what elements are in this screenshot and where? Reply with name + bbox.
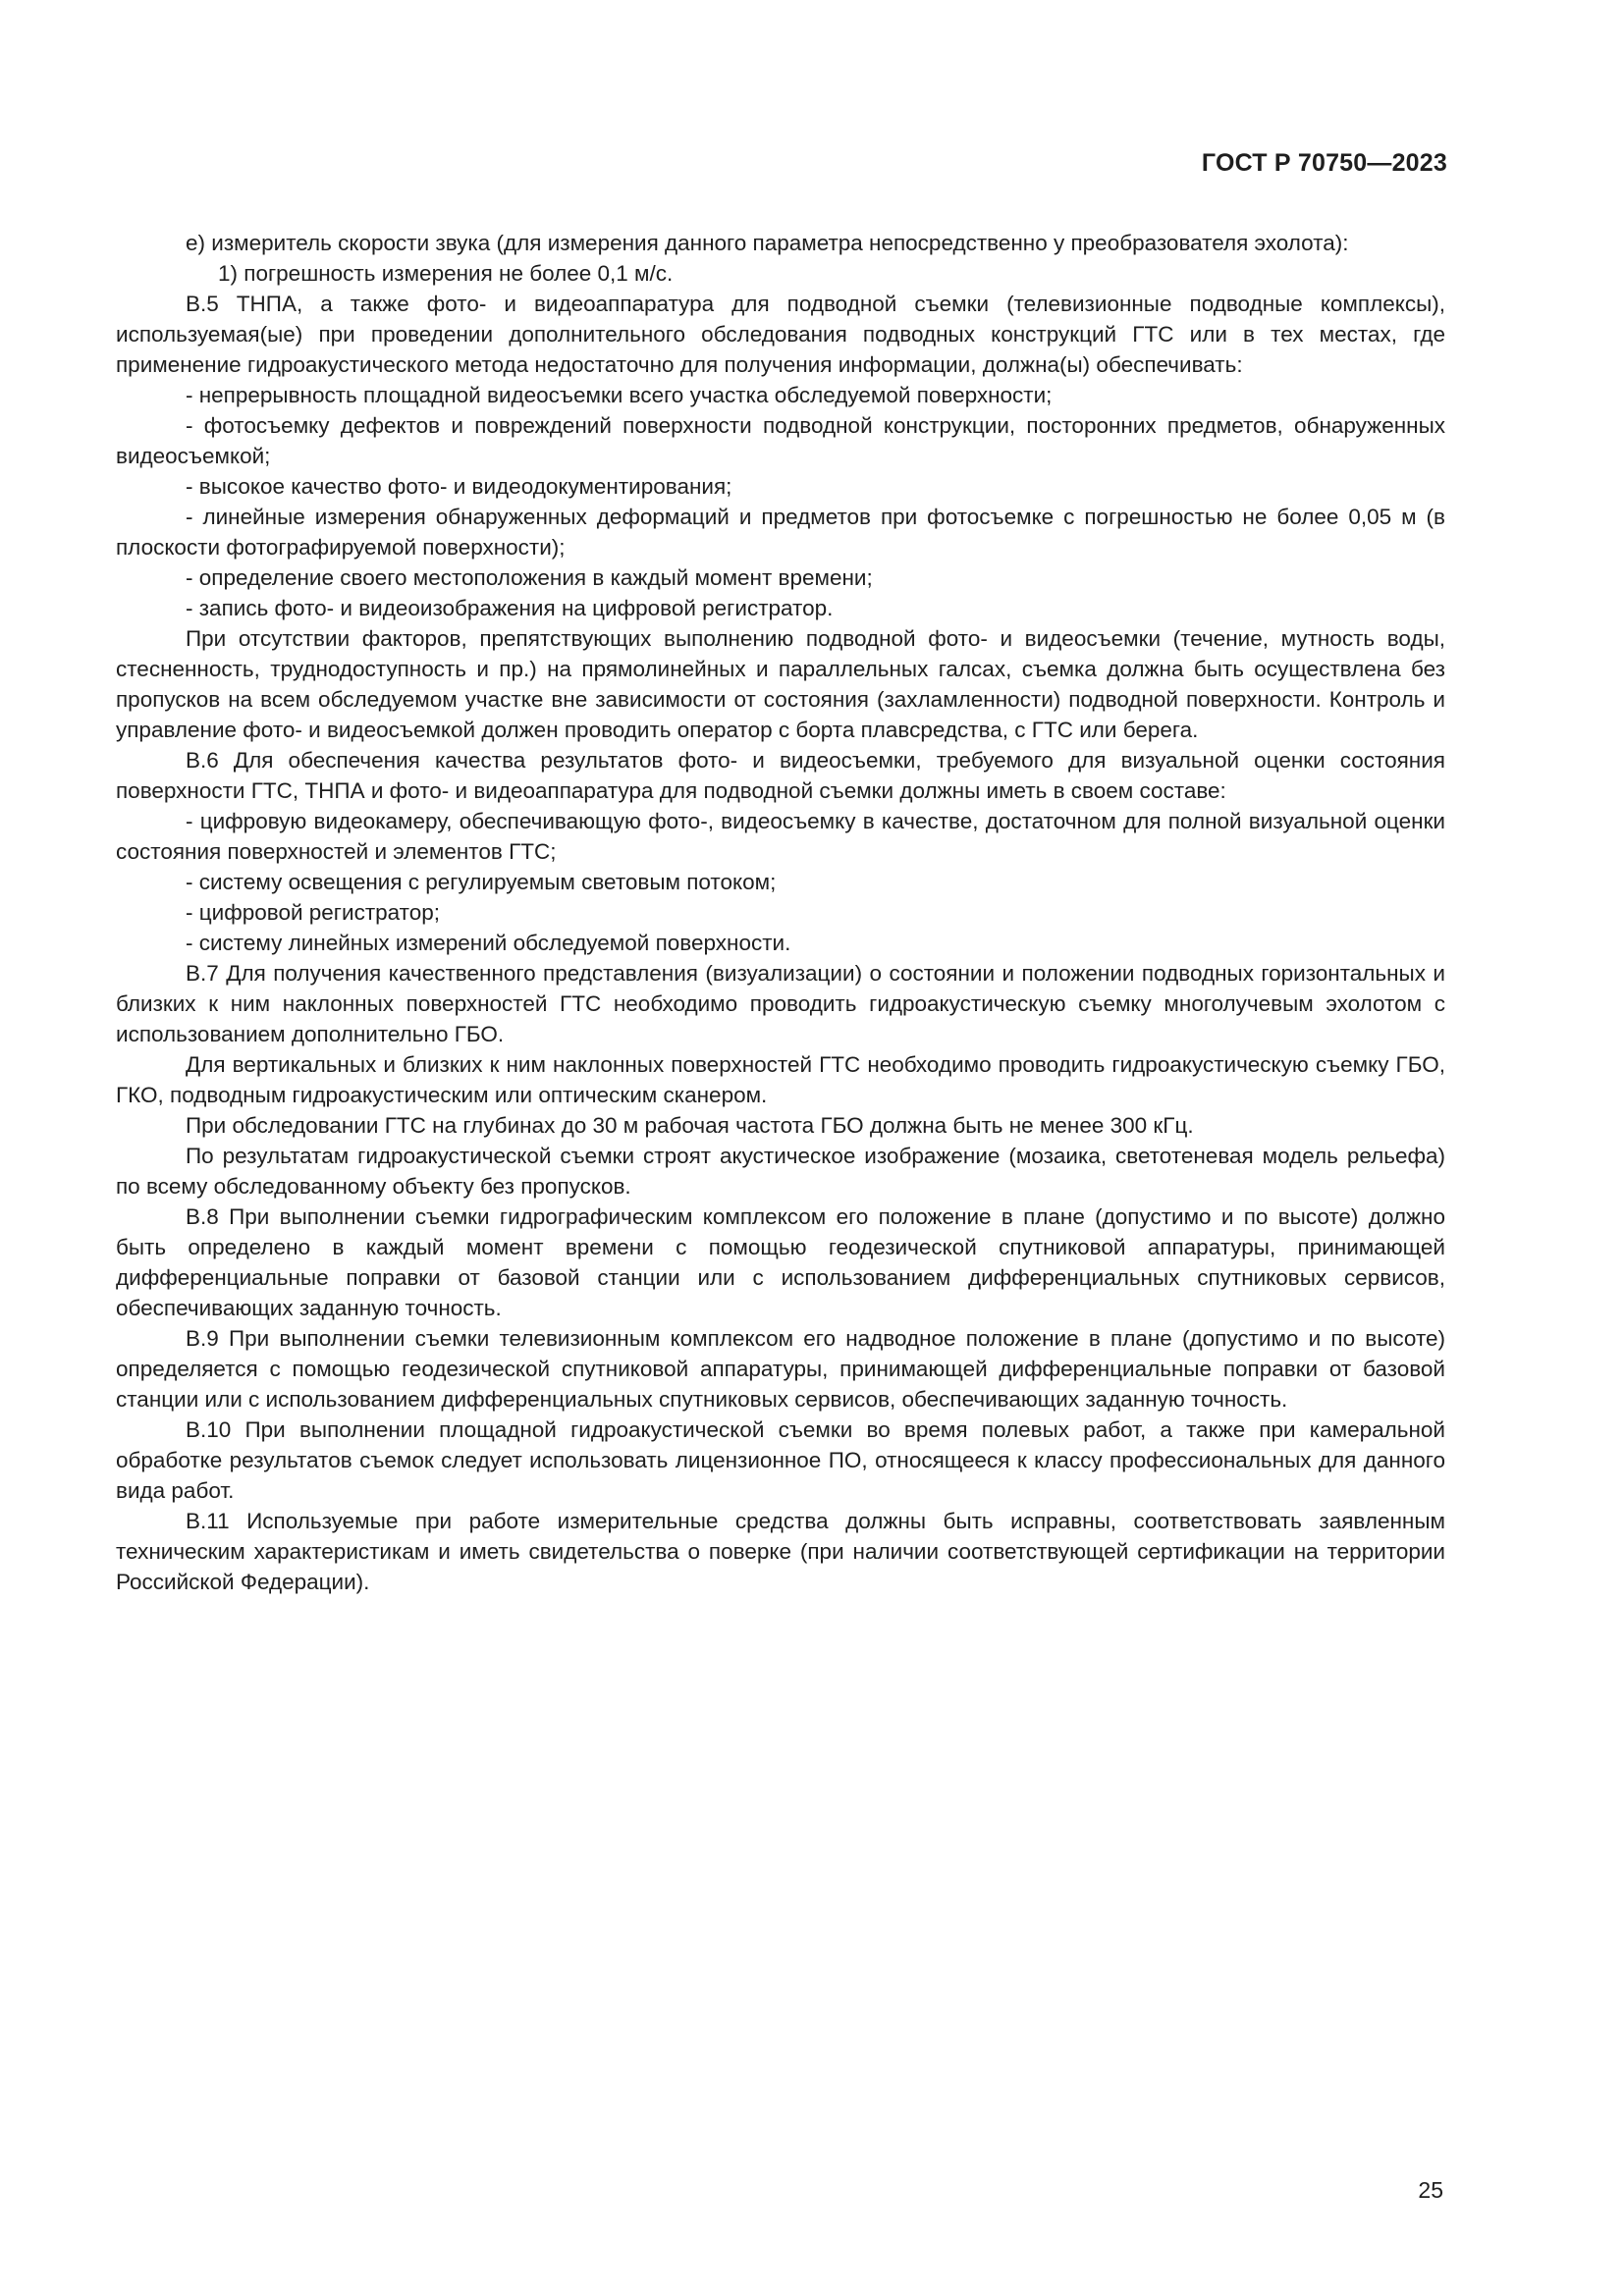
list-item: - непрерывность площадной видеосъемки всего участка обследуемой поверхности; xyxy=(186,383,1053,407)
paragraph-no-obstacles: При отсутствии факторов, препятствующих выполнению подводной фото- и видеосъемки (течение, мутность воды, стесненность, труднодоступность и пр.) на прямолинейных и параллельных галсах, съемка должна быть осуществлена без пропусков на всем обследуемом участке вне зависимости от состояния (захламленности) подводной поверхности. Контроль и управление фото- и видеосъемкой должен проводить оператор с борта плавсредства, с ГТС или берега. xyxy=(116,626,1445,742)
paragraph-acoustic-image: По результатам гидроакустической съемки строят акустическое изображение (мозаика, светотеневая модель рельефа) по всему обследованному объекту без пропусков. xyxy=(116,1144,1445,1199)
paragraph-b5: В.5 ТНПА, а также фото- и видеоаппаратура для подводной съемки (телевизионные подводные комплексы), используемая(ые) при проведении дополнительного обследования подводных конструкций ГТС или в тех местах, где применение гидроакустического метода недостаточно для получения информации, должна(ы) обеспечивать: xyxy=(116,292,1445,377)
paragraph-b10: В.10 При выполнении площадной гидроакустической съемки во время полевых работ, а также при камеральной обработке результатов съемок следует использовать лицензионное ПО, относящееся к классу профессиональных для данного вида работ. xyxy=(116,1417,1445,1503)
list-item: - систему линейных измерений обследуемой поверхности. xyxy=(186,931,791,955)
paragraph-gbo-frequency: При обследовании ГТС на глубинах до 30 м рабочая частота ГБО должна быть не менее 300 кГц. xyxy=(186,1113,1194,1138)
paragraph-vertical-surfaces: Для вертикальных и близких к ним наклонных поверхностей ГТС необходимо проводить гидроакустическую съемку ГБО, ГКО, подводным гидроакустическим или оптическим сканером. xyxy=(116,1052,1445,1107)
document-code-header: ГОСТ Р 70750—2023 xyxy=(1201,149,1447,177)
list-item: - цифровую видеокамеру, обеспечивающую фото-, видеосъемку в качестве, достаточном для полной визуальной оценки состояния поверхностей и элементов ГТС; xyxy=(116,809,1445,864)
list-item: - цифровой регистратор; xyxy=(186,900,440,925)
list-item: - высокое качество фото- и видеодокументирования; xyxy=(186,474,732,499)
paragraph-b9: В.9 При выполнении съемки телевизионным комплексом его надводное положение в плане (допустимо и по высоте) определяется с помощью геодезической спутниковой аппаратуры, принимающей дифференциальные поправки от базовой станции или с использованием дифференциальных спутниковых сервисов, обеспечивающих заданную точность. xyxy=(116,1326,1445,1412)
paragraph-b6: В.6 Для обеспечения качества результатов фото- и видеосъемки, требуемого для визуальной оценки состояния поверхности ГТС, ТНПА и фото- и видеоаппаратура для подводной съемки должны иметь в своем составе: xyxy=(116,748,1445,803)
paragraph-b11: В.11 Используемые при работе измерительные средства должны быть исправны, соответствовать заявленным техническим характеристикам и иметь свидетельства о поверке (при наличии соответствующей сертификации на территории Российской Федерации). xyxy=(116,1509,1445,1594)
paragraph-b7: В.7 Для получения качественного представления (визуализации) о состоянии и положении подводных горизонтальных и близких к ним наклонных поверхностей ГТС необходимо проводить гидроакустическую съемку многолучевым эхолотом с использованием дополнительно ГБО. xyxy=(116,961,1445,1046)
list-item: - фотосъемку дефектов и повреждений поверхности подводной конструкции, посторонних предметов, обнаруженных видеосъемкой; xyxy=(116,413,1445,468)
paragraph-sound-velocity-meter: е) измеритель скорости звука (для измерения данного параметра непосредственно у преобразователя эхолота): xyxy=(186,231,1349,255)
paragraph-b8: В.8 При выполнении съемки гидрографическим комплексом его положение в плане (допустимо и по высоте) должно быть определено в каждый момент времени с помощью геодезической спутниковой аппаратуры, принимающей дифференциальные поправки от базовой станции или с использованием дифференциальных спутниковых сервисов, обеспечивающих заданную точность. xyxy=(116,1204,1445,1320)
page-number: 25 xyxy=(1418,2177,1443,2203)
document-body xyxy=(116,228,1445,1597)
list-item: - систему освещения с регулируемым световым потоком; xyxy=(186,870,777,894)
sub-item-measurement-error: 1) погрешность измерения не более 0,1 м/с. xyxy=(218,261,674,286)
list-item: - линейные измерения обнаруженных деформаций и предметов при фотосъемке с погрешностью не более 0,05 м (в плоскости фотографируемой поверхности); xyxy=(116,505,1445,560)
list-item: - определение своего местоположения в каждый момент времени; xyxy=(186,565,873,590)
list-item: - запись фото- и видеоизображения на цифровой регистратор. xyxy=(186,596,834,620)
